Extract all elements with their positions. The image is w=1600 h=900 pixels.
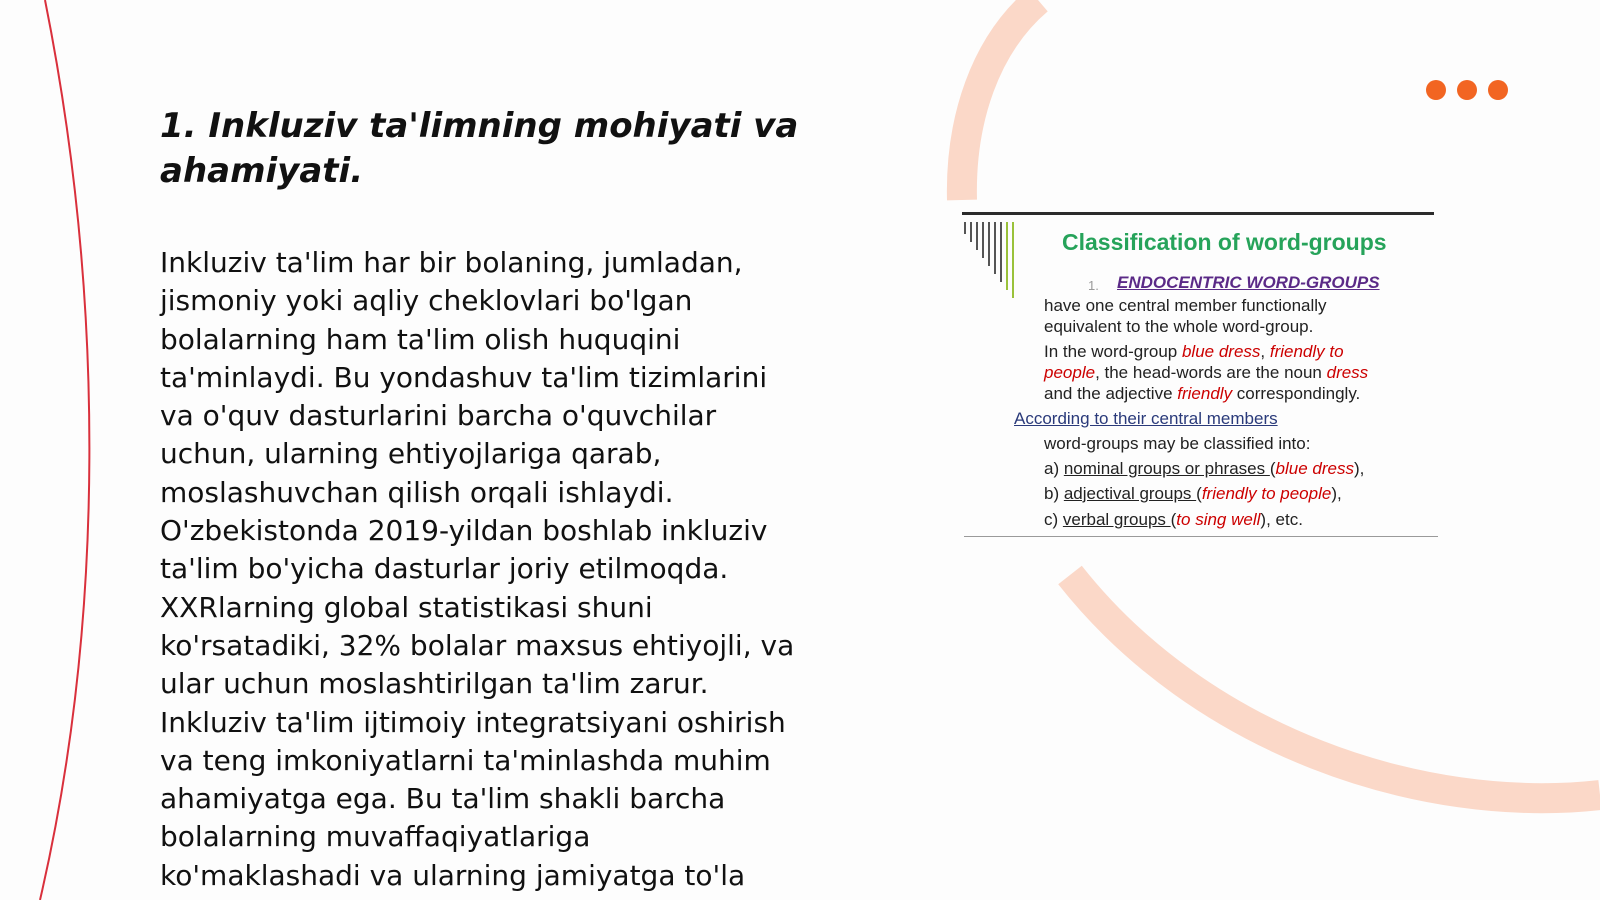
embedded-slide-image bbox=[962, 212, 1438, 540]
slide-example-line: people, the head-words are the noun dress bbox=[1044, 363, 1369, 382]
body-line: moslashuvchan qilish orqali ishlaydi. bbox=[160, 475, 674, 509]
body-line: bolalarning ham ta'lim olish huquqini bbox=[160, 322, 681, 356]
bottom-arc bbox=[1070, 575, 1600, 798]
body-line: ta'minlaydi. Bu yondashuv ta'lim tizimlarini bbox=[160, 360, 768, 394]
slide-according-heading: According to their central members bbox=[1014, 409, 1278, 428]
body-line: Inkluziv ta'lim ijtimoiy integratsiyani oshirish bbox=[160, 705, 786, 739]
slide-definition-line: equivalent to the whole word-group. bbox=[1044, 317, 1314, 336]
page-title bbox=[160, 104, 840, 194]
slide-subheading: ENDOCENTRIC WORD-GROUPS bbox=[1117, 273, 1380, 292]
dot-icon bbox=[1457, 80, 1477, 100]
slide-list-item-b: b) adjectival groups (friendly to people), bbox=[1044, 484, 1342, 503]
slide-example-line: and the adjective friendly correspondingly. bbox=[1044, 384, 1361, 403]
body-line: va o'quv dasturlarini barcha o'quvchilar bbox=[160, 399, 717, 433]
slide-example-line: In the word-group blue dress, friendly to bbox=[1044, 342, 1344, 361]
body-line: O'zbekistonda 2019-yildan boshlab inkluziv bbox=[160, 514, 768, 548]
slide-bars-graphic bbox=[962, 222, 1034, 302]
body-line: XXRlarning global statistikasi shuni bbox=[160, 590, 653, 624]
slide-top-rule bbox=[962, 212, 1434, 215]
body-line: jismoniy yoki aqliy cheklovlari bo'lgan bbox=[160, 284, 693, 318]
body-line: ko'rsatadiki, 32% bolalar maxsus ehtiyojli, va bbox=[160, 628, 795, 662]
body-line: ko'maklashadi va ularning jamiyatga to'la bbox=[160, 858, 746, 892]
more-options-dots[interactable] bbox=[1426, 80, 1516, 102]
dot-icon bbox=[1488, 80, 1508, 100]
body-line: va teng imkoniyatlarni ta'minlashda muhim bbox=[160, 743, 771, 777]
body-line: ta'lim bo'yicha dasturlar joriy etilmoqda. bbox=[160, 552, 729, 586]
slide-definition-line: have one central member functionally bbox=[1044, 296, 1327, 315]
slide-list-item-a: a) nominal groups or phrases (blue dress), bbox=[1044, 459, 1365, 478]
dot-icon bbox=[1426, 80, 1446, 100]
title-line-1: 1. Inkluziv ta'limning mohiyati va bbox=[160, 106, 799, 146]
body-line: uchun, ularning ehtiyojlariga qarab, bbox=[160, 437, 662, 471]
body-line: ahamiyatga ega. Bu ta'lim shakli barcha bbox=[160, 782, 726, 816]
body-line: Inkluziv ta'lim har bir bolaning, jumladan, bbox=[160, 246, 743, 279]
slide-bottom-rule bbox=[964, 536, 1438, 537]
body-paragraph bbox=[160, 244, 840, 895]
slide-list-item-c: c) verbal groups (to sing well), etc. bbox=[1044, 510, 1303, 529]
slide-heading: Classification of word-groups bbox=[1062, 229, 1387, 255]
body-line: ular uchun moslashtirilgan ta'lim zarur. bbox=[160, 667, 709, 701]
body-line: bolalarning muvaffaqiyatlariga bbox=[160, 820, 591, 854]
slide-classified-line: word-groups may be classified into: bbox=[1044, 434, 1311, 453]
left-curve-line bbox=[40, 0, 89, 900]
title-line-2: ahamiyati. bbox=[160, 151, 364, 191]
top-arc bbox=[962, 0, 1038, 200]
slide-list-number: 1. bbox=[1088, 278, 1099, 293]
